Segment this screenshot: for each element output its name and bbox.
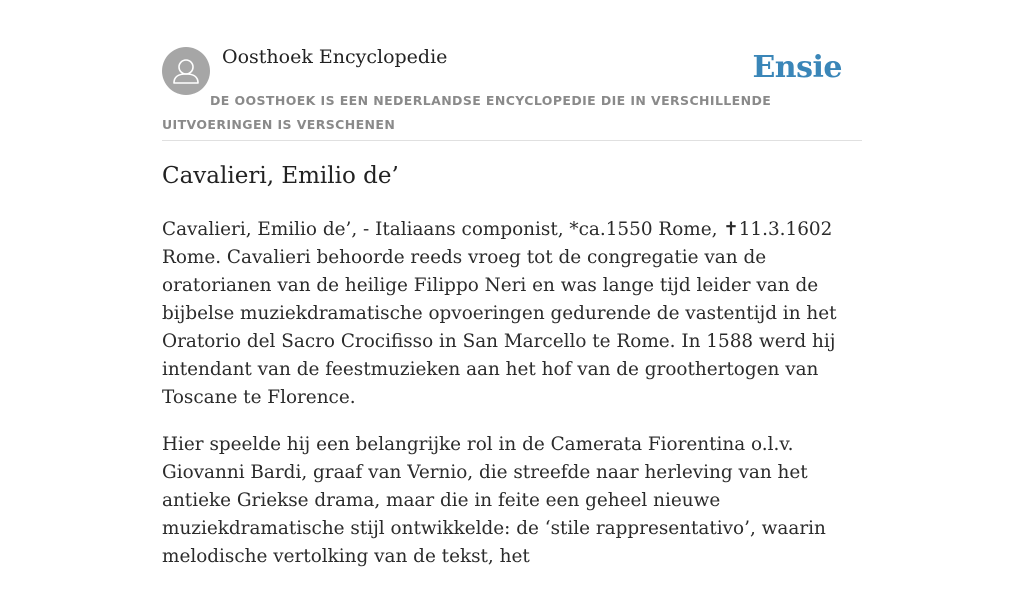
article-paragraph: Cavalieri, Emilio de’, - Italiaans componist, *ca.1550 Rome, ✝11.3.1602 Rome. Cavalieri behoorde reeds vroeg tot de congregatie van de oratorianen van de heilige Filippo Neri en was lange tijd leider van de bijbelse muziekdramatische opvoeringen gedurende de vastentijd in het Oratorio del Sacro Crocifisso in San Marcello te Rome. In 1588 werd hij intendant van de feestmuzieken aan het hof van de groothertogen van Toscane te Florence.	[162, 219, 837, 408]
source-name-link[interactable]: Oosthoek Encyclopedie	[222, 46, 448, 68]
user-silhouette-icon[interactable]	[162, 47, 210, 95]
brand-logo[interactable]: Ensie	[752, 50, 842, 85]
source-tagline: DE OOSTHOEK IS EEN NEDERLANDSE ENCYCLOPEDIE DIE IN VERSCHILLENDE UITVOERINGEN IS VERSCHENEN	[162, 93, 772, 132]
content-container	[162, 0, 862, 567]
article-body	[162, 216, 862, 590]
article-paragraph: Hier speelde hij een belangrijke rol in de Camerata Fiorentina o.l.v. Giovanni Bardi, graaf van Vernio, die streefde naar herleving van het antieke Griekse drama, maar die in feite een geheel nieuwe muziekdramatische stijl ontwikkelde: de ‘stile rappresentativo’, waarin melodische vertolking van de tekst, het	[162, 434, 826, 567]
source-header	[162, 0, 862, 141]
article-title: Cavalieri, Emilio de’	[162, 163, 399, 189]
